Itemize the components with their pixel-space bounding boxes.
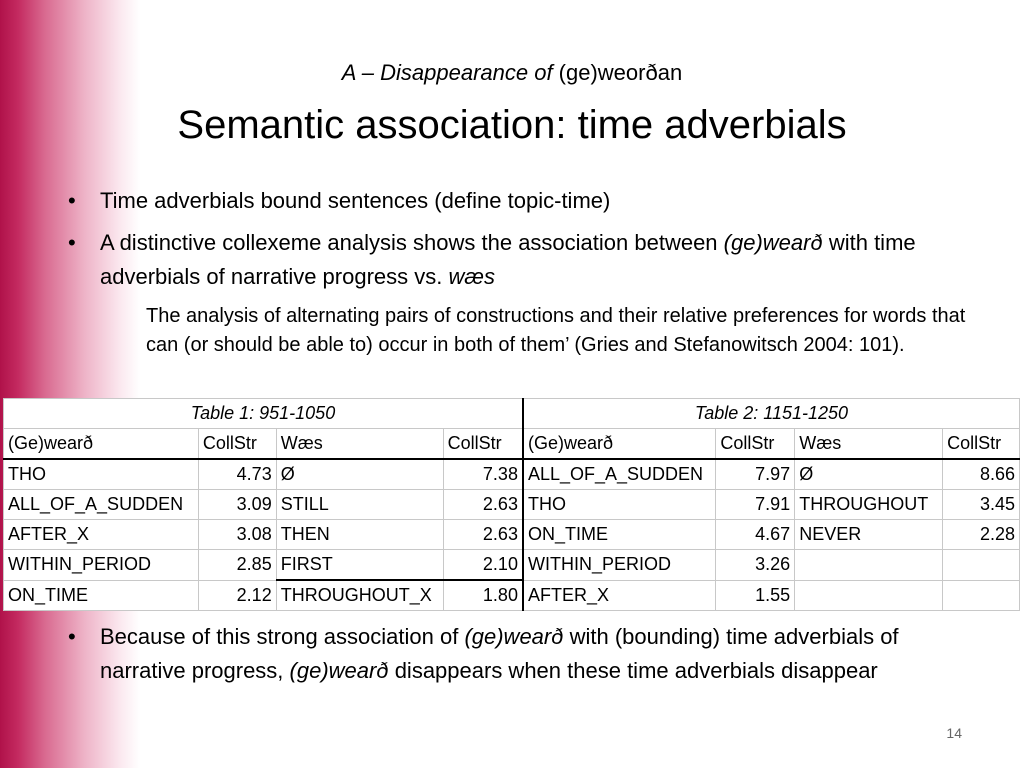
column-header: CollStr (716, 429, 795, 460)
table-cell: WITHIN_PERIOD (4, 550, 199, 581)
table-cell: 8.66 (943, 459, 1020, 490)
table-cell: 1.55 (716, 580, 795, 611)
table-cell: ALL_OF_A_SUDDEN (523, 459, 716, 490)
bullet-3-italic-1: (ge)wearð (464, 624, 564, 649)
column-header: Wæs (276, 429, 443, 460)
table-row (4, 580, 1020, 611)
table-cell: 2.28 (943, 520, 1020, 550)
table-cell: Ø (276, 459, 443, 490)
table-cell: 4.73 (198, 459, 276, 490)
table-row (4, 490, 1020, 520)
table-cell: 7.97 (716, 459, 795, 490)
table-cell: THO (4, 459, 199, 490)
bullet-dot: • (68, 624, 76, 649)
table-cell: THROUGHOUT_X (276, 580, 443, 611)
table-cell: FIRST (276, 550, 443, 581)
bullet-3-text (100, 620, 960, 688)
table2-caption: Table 2: 1151-1250 (523, 399, 1020, 429)
table-cell: 2.12 (198, 580, 276, 611)
column-header: CollStr (198, 429, 276, 460)
table-cell: THO (523, 490, 716, 520)
table-cell: NEVER (795, 520, 943, 550)
column-header: (Ge)wearð (523, 429, 716, 460)
table-cell: THROUGHOUT (795, 490, 943, 520)
table-cell: 2.10 (443, 550, 523, 581)
table-cell: 7.38 (443, 459, 523, 490)
table-row (4, 550, 1020, 581)
bullet-2-mid: with time adverbials of narrative progress vs. (100, 230, 916, 289)
page-number: 14 (946, 725, 962, 741)
table-cell: 4.67 (716, 520, 795, 550)
table-cell: 2.85 (198, 550, 276, 581)
table-cell (943, 580, 1020, 611)
collexeme-table (3, 398, 1020, 611)
bullet-2-pre: A distinctive collexeme analysis shows the association between (100, 230, 724, 255)
table-cell: 3.26 (716, 550, 795, 581)
bullet-3-post: disappears when these time adverbials disappear (388, 658, 878, 683)
table-cell: 3.45 (943, 490, 1020, 520)
column-header: CollStr (943, 429, 1020, 460)
table-row (4, 459, 1020, 490)
table-row (4, 520, 1020, 550)
table-cell: 3.09 (198, 490, 276, 520)
table-cell: 2.63 (443, 520, 523, 550)
column-header: (Ge)wearð (4, 429, 199, 460)
table-cell (795, 550, 943, 581)
slide-subtitle (0, 60, 1024, 86)
table1-caption: Table 1: 951-1050 (4, 399, 523, 429)
bullet-1-text: Time adverbials bound sentences (define topic-time) (100, 188, 611, 213)
table-caption-row (4, 399, 1020, 429)
table-cell: STILL (276, 490, 443, 520)
bullet-3-mid: with (bounding) time adverbials of narrative progress, (100, 624, 899, 683)
bullet-dot: • (68, 230, 76, 255)
table-cell: ON_TIME (523, 520, 716, 550)
table-cell: AFTER_X (4, 520, 199, 550)
table-cell: Ø (795, 459, 943, 490)
table-cell: 2.63 (443, 490, 523, 520)
table-cell: ON_TIME (4, 580, 199, 611)
subtitle-italic: A – Disappearance of (341, 60, 553, 85)
table-cell: 7.91 (716, 490, 795, 520)
bullet-2-italic-1: (ge)wearð (723, 230, 823, 255)
table-header-row (4, 429, 1020, 460)
slide-title: Semantic association: time adverbials (177, 103, 847, 147)
quote-text: The analysis of alternating pairs of constructions and their relative preferences for words that can (or should be able to) occur in both of them’ (Gries and Stefanowitsch 2004: 101). (146, 305, 966, 356)
column-header: CollStr (443, 429, 523, 460)
table-cell (943, 550, 1020, 581)
table-cell: 3.08 (198, 520, 276, 550)
column-header: Wæs (795, 429, 943, 460)
table-cell: ALL_OF_A_SUDDEN (4, 490, 199, 520)
table-cell: THEN (276, 520, 443, 550)
bullet-2-italic-2: wæs (448, 264, 495, 289)
bullet-3-pre: Because of this strong association of (100, 624, 465, 649)
subtitle-plain: (ge)weorðan (552, 60, 683, 85)
table-cell: AFTER_X (523, 580, 716, 611)
table-cell: WITHIN_PERIOD (523, 550, 716, 581)
bullet-dot: • (68, 188, 76, 213)
bullet-2-text (100, 226, 960, 294)
bullet-3-italic-2: (ge)wearð (289, 658, 389, 683)
table-cell (795, 580, 943, 611)
table-cell: 1.80 (443, 580, 523, 611)
